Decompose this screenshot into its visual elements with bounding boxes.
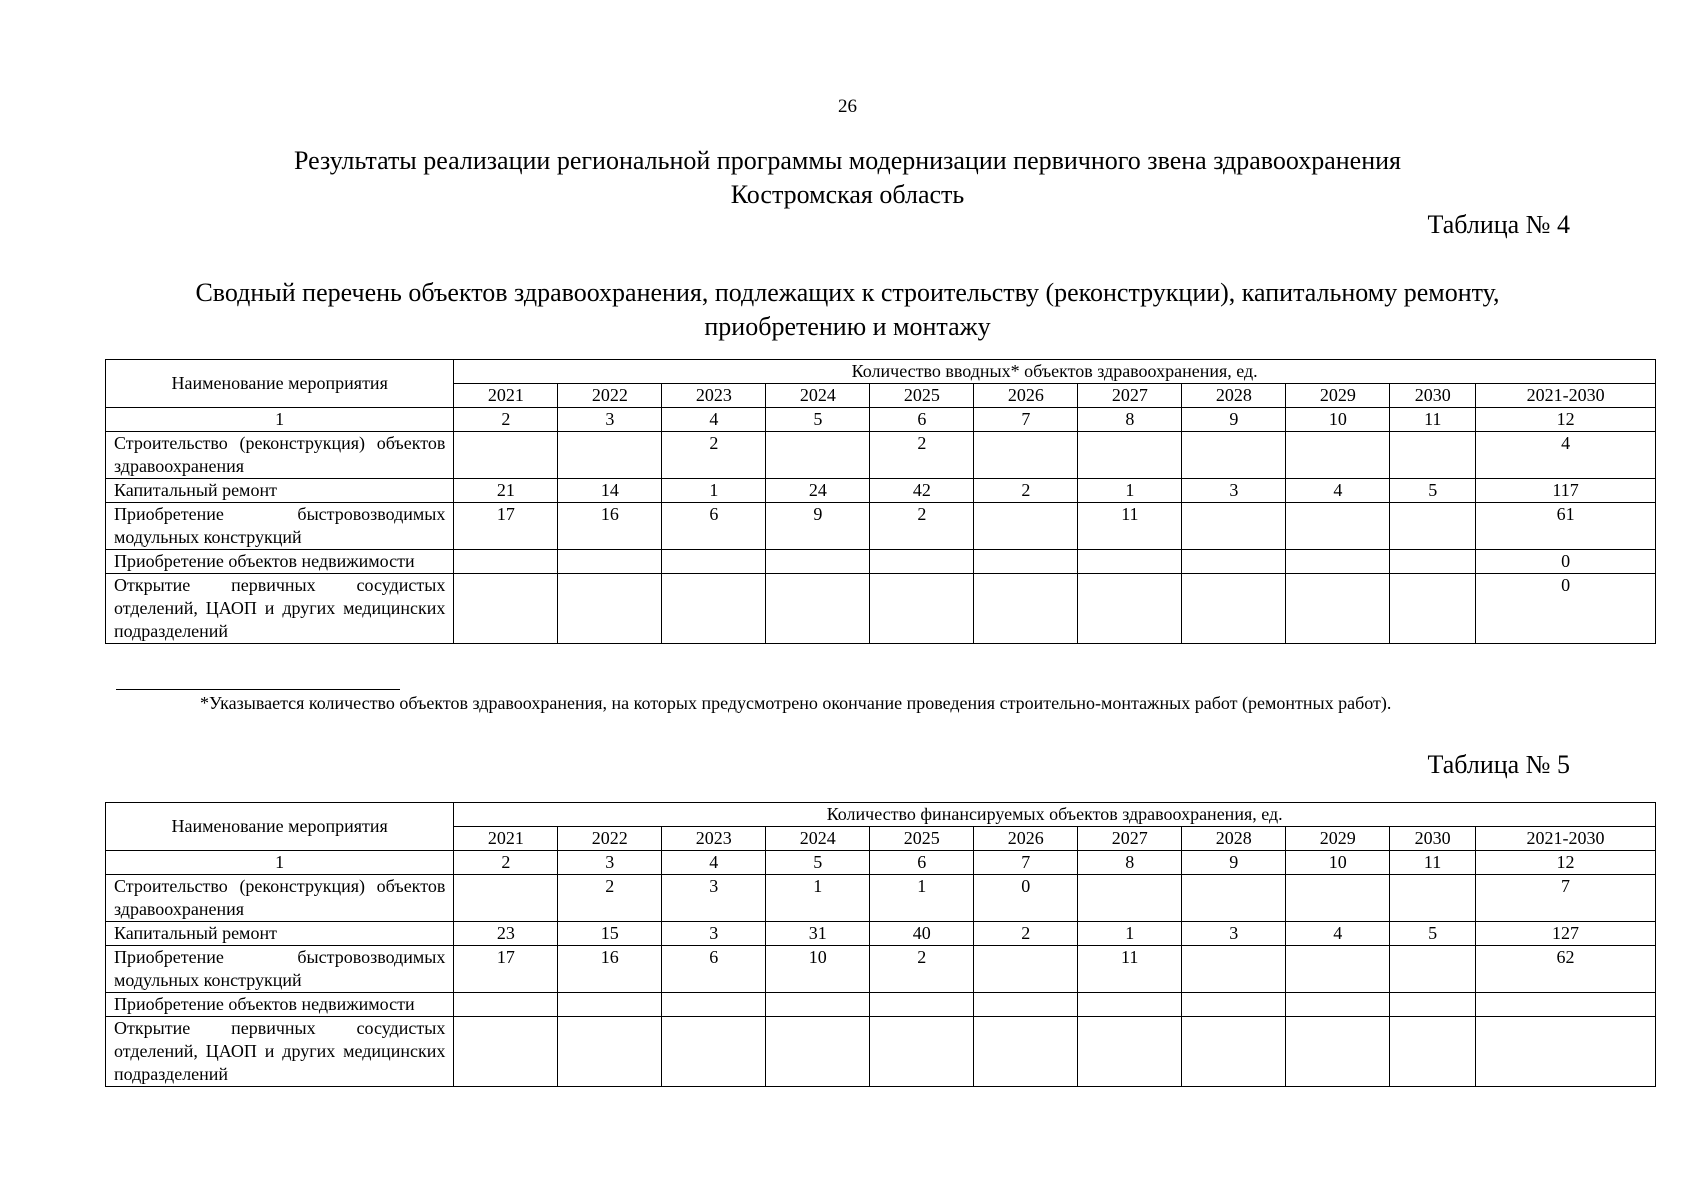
value-cell xyxy=(1390,503,1476,550)
column-index-cell: 4 xyxy=(662,408,766,432)
column-index-cell: 2 xyxy=(454,408,558,432)
value-cell: 3 xyxy=(662,922,766,946)
value-cell xyxy=(454,432,558,479)
table-row xyxy=(106,432,1656,479)
value-cell xyxy=(662,550,766,574)
value-cell xyxy=(1390,1017,1476,1087)
table4-body xyxy=(106,432,1656,644)
column-index-cell: 11 xyxy=(1390,408,1476,432)
value-cell xyxy=(1476,1017,1656,1087)
value-cell xyxy=(1182,1017,1286,1087)
table4-label: Таблица № 4 xyxy=(1427,210,1570,239)
value-cell: 40 xyxy=(870,922,974,946)
table4 xyxy=(105,359,1656,644)
value-cell xyxy=(974,550,1078,574)
year-header: 2023 xyxy=(662,384,766,408)
value-cell: 61 xyxy=(1476,503,1656,550)
value-cell xyxy=(1078,550,1182,574)
value-cell xyxy=(662,993,766,1017)
value-cell xyxy=(974,1017,1078,1087)
column-index-cell: 2 xyxy=(454,851,558,875)
year-header: 2025 xyxy=(870,827,974,851)
column-index-cell: 4 xyxy=(662,851,766,875)
footnote-separator xyxy=(116,689,400,690)
value-cell: 2 xyxy=(870,503,974,550)
year-header: 2027 xyxy=(1078,827,1182,851)
year-header: 2028 xyxy=(1182,827,1286,851)
value-cell: 6 xyxy=(662,946,766,993)
value-cell: 2 xyxy=(974,922,1078,946)
value-cell xyxy=(1182,574,1286,644)
value-cell xyxy=(1286,946,1390,993)
table-row xyxy=(106,1017,1656,1087)
value-cell xyxy=(1078,574,1182,644)
value-cell xyxy=(1390,946,1476,993)
value-cell xyxy=(1390,574,1476,644)
value-cell xyxy=(1078,875,1182,922)
column-index-cell: 8 xyxy=(1078,408,1182,432)
row-name-cell: Капитальный ремонт xyxy=(106,479,454,503)
column-index-cell: 7 xyxy=(974,408,1078,432)
value-cell xyxy=(766,574,870,644)
value-cell: 17 xyxy=(454,946,558,993)
value-cell: 14 xyxy=(558,479,662,503)
value-cell: 2 xyxy=(662,432,766,479)
value-cell: 6 xyxy=(662,503,766,550)
value-cell: 127 xyxy=(1476,922,1656,946)
value-cell: 3 xyxy=(1182,479,1286,503)
value-cell xyxy=(766,1017,870,1087)
table-row xyxy=(106,479,1656,503)
row-name-cell: Приобретение быстровозводимых модульных конструкций xyxy=(106,503,454,550)
value-cell: 1 xyxy=(870,875,974,922)
year-header: 2029 xyxy=(1286,384,1390,408)
value-cell: 1 xyxy=(766,875,870,922)
year-header: 2028 xyxy=(1182,384,1286,408)
value-cell xyxy=(870,574,974,644)
value-cell xyxy=(1182,550,1286,574)
value-cell xyxy=(1286,550,1390,574)
value-cell: 2 xyxy=(870,946,974,993)
table4-caption-line1: Сводный перечень объектов здравоохранения, подлежащих к строительству (реконструкции), капитальному ремонту, xyxy=(195,278,1500,307)
value-cell: 3 xyxy=(1182,922,1286,946)
value-cell xyxy=(870,1017,974,1087)
year-header: 2023 xyxy=(662,827,766,851)
year-header: 2027 xyxy=(1078,384,1182,408)
value-cell xyxy=(1286,875,1390,922)
year-header: 2022 xyxy=(558,384,662,408)
column-index-cell: 11 xyxy=(1390,851,1476,875)
value-cell: 11 xyxy=(1078,946,1182,993)
value-cell: 0 xyxy=(974,875,1078,922)
value-cell: 4 xyxy=(1476,432,1656,479)
row-name-cell: Приобретение объектов недвижимости xyxy=(106,550,454,574)
value-cell xyxy=(766,993,870,1017)
table-row xyxy=(106,574,1656,644)
column-index-cell: 7 xyxy=(974,851,1078,875)
column-index-cell: 6 xyxy=(870,851,974,875)
row-name-cell: Строительство (реконструкция) объектов здравоохранения xyxy=(106,875,454,922)
column-index-cell: 8 xyxy=(1078,851,1182,875)
table5 xyxy=(105,802,1656,1087)
table5-label: Таблица № 5 xyxy=(1427,750,1570,779)
value-cell: 5 xyxy=(1390,479,1476,503)
main-title-line1: Результаты реализации региональной программы модернизации первичного звена здравоохранения xyxy=(294,146,1401,175)
value-cell: 5 xyxy=(1390,922,1476,946)
value-cell xyxy=(766,550,870,574)
value-cell: 4 xyxy=(1286,922,1390,946)
value-cell xyxy=(454,875,558,922)
value-cell xyxy=(1286,1017,1390,1087)
column-index-cell: 12 xyxy=(1476,851,1656,875)
value-cell xyxy=(1390,993,1476,1017)
column-index-cell: 1 xyxy=(106,851,454,875)
table-row xyxy=(106,993,1656,1017)
table-row xyxy=(106,503,1656,550)
year-header: 2029 xyxy=(1286,827,1390,851)
column-index-cell: 10 xyxy=(1286,851,1390,875)
column-index-cell: 12 xyxy=(1476,408,1656,432)
row-name-cell: Строительство (реконструкция) объектов здравоохранения xyxy=(106,432,454,479)
value-cell: 17 xyxy=(454,503,558,550)
value-cell xyxy=(1182,432,1286,479)
value-cell xyxy=(1390,550,1476,574)
row-name-cell: Открытие первичных сосудистых отделений, ЦАОП и других медицинских подразделений xyxy=(106,1017,454,1087)
value-cell: 4 xyxy=(1286,479,1390,503)
value-cell xyxy=(1286,993,1390,1017)
year-header: 2024 xyxy=(766,384,870,408)
year-header: 2030 xyxy=(1390,827,1476,851)
value-cell: 24 xyxy=(766,479,870,503)
value-cell xyxy=(662,1017,766,1087)
table4-caption xyxy=(140,276,1555,344)
value-cell: 10 xyxy=(766,946,870,993)
value-cell xyxy=(1078,1017,1182,1087)
year-header: 2030 xyxy=(1390,384,1476,408)
value-cell xyxy=(1286,432,1390,479)
value-cell: 0 xyxy=(1476,550,1656,574)
column-index-row xyxy=(106,851,1656,875)
value-cell xyxy=(1182,875,1286,922)
value-cell xyxy=(1182,503,1286,550)
value-cell xyxy=(1078,432,1182,479)
value-cell xyxy=(974,503,1078,550)
value-cell: 2 xyxy=(870,432,974,479)
year-header: 2021 xyxy=(454,827,558,851)
value-cell: 117 xyxy=(1476,479,1656,503)
table-row xyxy=(106,550,1656,574)
value-cell: 9 xyxy=(766,503,870,550)
year-header: 2021 xyxy=(454,384,558,408)
value-cell xyxy=(1286,503,1390,550)
value-cell: 2 xyxy=(974,479,1078,503)
value-cell xyxy=(974,574,1078,644)
value-cell xyxy=(1286,574,1390,644)
value-cell xyxy=(558,574,662,644)
value-cell xyxy=(1078,993,1182,1017)
page-number: 26 xyxy=(838,96,857,117)
name-column-header: Наименование мероприятия xyxy=(106,360,454,408)
value-cell xyxy=(974,993,1078,1017)
value-cell xyxy=(558,432,662,479)
column-index-cell: 3 xyxy=(558,851,662,875)
column-index-cell: 5 xyxy=(766,851,870,875)
value-cell: 3 xyxy=(662,875,766,922)
year-header: 2026 xyxy=(974,827,1078,851)
row-name-cell: Открытие первичных сосудистых отделений, ЦАОП и других медицинских подразделений xyxy=(106,574,454,644)
value-cell xyxy=(454,550,558,574)
year-header: 2025 xyxy=(870,384,974,408)
value-cell xyxy=(1182,993,1286,1017)
column-index-cell: 1 xyxy=(106,408,454,432)
value-cell xyxy=(454,574,558,644)
value-cell: 23 xyxy=(454,922,558,946)
year-header: 2021-2030 xyxy=(1476,827,1656,851)
value-cell xyxy=(558,1017,662,1087)
value-cell xyxy=(1390,432,1476,479)
value-cell: 31 xyxy=(766,922,870,946)
value-cell: 11 xyxy=(1078,503,1182,550)
column-index-cell: 10 xyxy=(1286,408,1390,432)
footnote: *Указывается количество объектов здравоохранения, на которых предусмотрено окончание проведения строительно-монтажных работ (ремонтных работ). xyxy=(200,693,1392,713)
row-name-cell: Приобретение объектов недвижимости xyxy=(106,993,454,1017)
year-header: 2026 xyxy=(974,384,1078,408)
year-header: 2022 xyxy=(558,827,662,851)
value-cell: 1 xyxy=(1078,479,1182,503)
group-column-header: Количество вводных* объектов здравоохранения, ед. xyxy=(454,360,1656,384)
row-name-cell: Капитальный ремонт xyxy=(106,922,454,946)
value-cell: 1 xyxy=(1078,922,1182,946)
value-cell: 42 xyxy=(870,479,974,503)
main-title-line2: Костромская область xyxy=(730,180,965,209)
row-name-cell: Приобретение быстровозводимых модульных конструкций xyxy=(106,946,454,993)
value-cell: 7 xyxy=(1476,875,1656,922)
column-index-cell: 9 xyxy=(1182,851,1286,875)
group-column-header: Количество финансируемых объектов здравоохранения, ед. xyxy=(454,803,1656,827)
value-cell: 21 xyxy=(454,479,558,503)
value-cell xyxy=(870,993,974,1017)
table5-body xyxy=(106,875,1656,1087)
table-row xyxy=(106,946,1656,993)
value-cell xyxy=(454,993,558,1017)
value-cell xyxy=(558,993,662,1017)
value-cell xyxy=(974,432,1078,479)
value-cell: 2 xyxy=(558,875,662,922)
column-index-cell: 6 xyxy=(870,408,974,432)
column-index-cell: 9 xyxy=(1182,408,1286,432)
table-row xyxy=(106,875,1656,922)
value-cell xyxy=(558,550,662,574)
value-cell xyxy=(1390,875,1476,922)
column-index-row xyxy=(106,408,1656,432)
value-cell: 16 xyxy=(558,946,662,993)
value-cell: 1 xyxy=(662,479,766,503)
year-header: 2021-2030 xyxy=(1476,384,1656,408)
value-cell: 15 xyxy=(558,922,662,946)
value-cell xyxy=(974,946,1078,993)
value-cell xyxy=(1182,946,1286,993)
value-cell xyxy=(454,1017,558,1087)
year-header: 2024 xyxy=(766,827,870,851)
column-index-cell: 5 xyxy=(766,408,870,432)
column-index-cell: 3 xyxy=(558,408,662,432)
table-row xyxy=(106,922,1656,946)
value-cell xyxy=(870,550,974,574)
value-cell xyxy=(1476,993,1656,1017)
value-cell: 16 xyxy=(558,503,662,550)
table4-caption-line2: приобретению и монтажу xyxy=(704,312,991,341)
name-column-header: Наименование мероприятия xyxy=(106,803,454,851)
value-cell xyxy=(662,574,766,644)
main-title xyxy=(0,144,1695,212)
value-cell xyxy=(766,432,870,479)
value-cell: 62 xyxy=(1476,946,1656,993)
value-cell: 0 xyxy=(1476,574,1656,644)
